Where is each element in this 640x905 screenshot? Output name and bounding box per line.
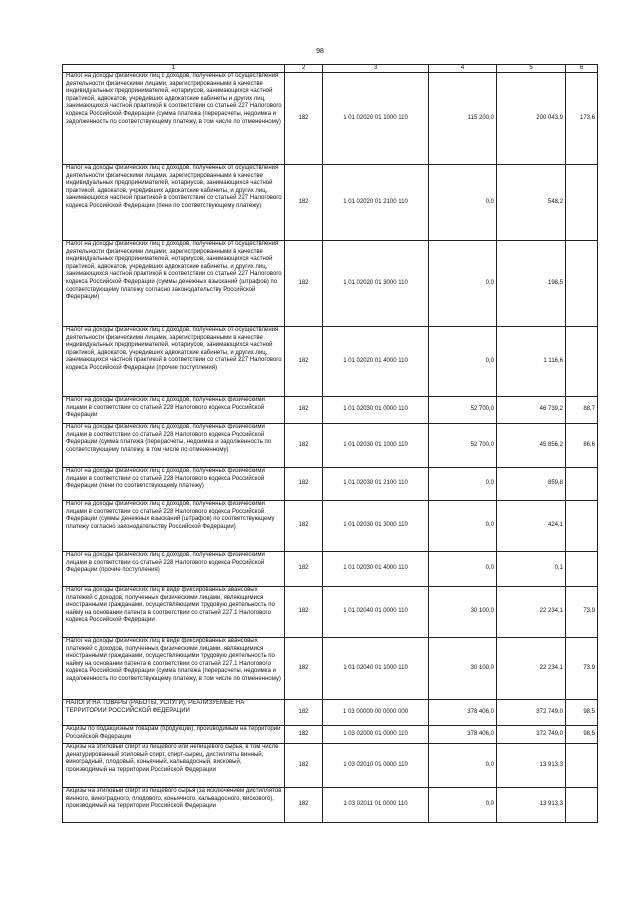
row-admin-code: 182	[285, 700, 323, 726]
row-budget-code: 1 01 02030 01 1000 110	[323, 424, 429, 468]
row-admin-code: 182	[285, 552, 323, 587]
row-percent	[566, 501, 598, 552]
table-row	[63, 788, 598, 823]
column-number-header-row	[63, 65, 598, 73]
row-admin-code: 182	[285, 788, 323, 823]
row-budget-code: 1 03 00000 00 0000 000	[323, 700, 429, 726]
row-name: Налог на доходы физических лиц в виде фиксированных авансовых платежей с доходов, полученных физическими лицами, являющимися иностранными гражданами, осуществляющими трудовую деятельность по найму на основании патента в соответствии со статьей 227.1 Налогового кодекса Российской Федерации	[63, 587, 285, 638]
row-fact: 424,1	[497, 501, 566, 552]
page-number: 98	[316, 48, 324, 55]
row-plan: 0,0	[429, 241, 497, 327]
row-admin-code: 182	[285, 501, 323, 552]
row-name: Налог на доходы физических лиц с доходов, полученных физическими лицами в соответствии со статьей 228 Налогового кодекса Российской Федерации (прочие поступления)	[63, 552, 285, 587]
revenue-table	[62, 64, 598, 823]
row-plan: 52 700,0	[429, 424, 497, 468]
row-fact: 22 234,1	[497, 638, 566, 700]
table-row	[63, 726, 598, 744]
row-budget-code: 1 01 02020 01 3000 110	[323, 241, 429, 327]
row-fact: 198,5	[497, 241, 566, 327]
row-percent	[566, 552, 598, 587]
row-admin-code: 182	[285, 165, 323, 241]
row-percent: 86,6	[566, 424, 598, 468]
row-name: Налог на доходы физических лиц с доходов, полученных от осуществления деятельности физическими лицами, зарегистрированными в качестве индивидуальных предпринимателей, нотариусов, занимающихся частной практикой, адвокатов, учредивших адвокатские кабинеты, и других лиц, занимающихся частной практикой в соответствии со статьей 227 Налогового кодекса Российской Федерации (прочие поступления)	[63, 327, 285, 397]
row-plan: 378 406,0	[429, 700, 497, 726]
table-row	[63, 165, 598, 241]
row-name: НАЛОГИ НА ТОВАРЫ (РАБОТЫ, УСЛУГИ), РЕАЛИЗУЕМЫЕ НА ТЕРРИТОРИИ РОССИЙСКОЙ ФЕДЕРАЦИИ	[63, 700, 285, 726]
row-percent	[566, 744, 598, 788]
row-percent	[566, 327, 598, 397]
column-header-2: 2	[285, 65, 323, 73]
row-name: Налог на доходы физических лиц с доходов, полученных от осуществления деятельности физическими лицами, зарегистрированными в качестве индивидуальных предпринимателей, нотариусов, занимающихся частной практикой, адвокатов, учредивших адвокатские кабинеты, и других лиц, занимающихся частной практикой в соответствии со статьей 227 Налогового кодекса Российской Федерации (суммы денежных взысканий (штрафов) по соответствующему платежу согласно законодательству Российской Федерации)	[63, 241, 285, 327]
row-admin-code: 182	[285, 468, 323, 501]
row-name: Налог на доходы физических лиц с доходов, полученных от осуществления деятельности физическими лицами, зарегистрированными в качестве индивидуальных предпринимателей, нотариусов, занимающихся частной практикой, адвокатов, учредивших адвокатские кабинеты, и других лиц, занимающихся частной практикой в соответствии со статьей 227 Налогового кодекса Российской Федерации (пени по соответствующему платежу)	[63, 165, 285, 241]
table-row	[63, 241, 598, 327]
row-budget-code: 1 01 02030 01 4000 110	[323, 552, 429, 587]
row-budget-code: 1 01 02020 01 1000 110	[323, 73, 429, 165]
row-admin-code: 182	[285, 726, 323, 744]
row-admin-code: 182	[285, 638, 323, 700]
table-row	[63, 397, 598, 424]
row-name: Акцизы на этиловый спирт из пищевого или непищевого сырья, в том числе денатурированный этиловый спирт, спирт-сырец, дистилляты винный, виноградный, плодовый, коньячный, кальвадосный, висковый, производимый на территории Российской Федерации	[63, 744, 285, 788]
row-plan: 378 406,0	[429, 726, 497, 744]
row-plan: 30 100,0	[429, 587, 497, 638]
row-percent	[566, 241, 598, 327]
row-fact: 859,8	[497, 468, 566, 501]
table-row	[63, 587, 598, 638]
row-budget-code: 1 01 02030 01 3000 110	[323, 501, 429, 552]
row-percent	[566, 165, 598, 241]
row-plan: 52 700,0	[429, 397, 497, 424]
row-name: Налог на доходы физических лиц в виде фиксированных авансовых платежей с доходов, полученных физическими лицами, являющимися иностранными гражданами, осуществляющими трудовую деятельность по найму на основании патента в соответствии со статьей 227.1 Налогового кодекса Российской Федерации (сумма платежа (перерасчеты, недоимка и задолженность по соответствующему платежу, в том числе по отмененному)	[63, 638, 285, 700]
row-fact: 0,1	[497, 552, 566, 587]
row-fact: 200 043,9	[497, 73, 566, 165]
table-row	[63, 501, 598, 552]
row-budget-code: 1 01 02030 01 2100 110	[323, 468, 429, 501]
row-admin-code: 182	[285, 397, 323, 424]
row-admin-code: 182	[285, 424, 323, 468]
row-budget-code: 1 01 02040 01 1000 110	[323, 638, 429, 700]
row-admin-code: 182	[285, 744, 323, 788]
row-plan: 0,0	[429, 552, 497, 587]
row-fact: 548,2	[497, 165, 566, 241]
row-percent	[566, 468, 598, 501]
row-admin-code: 182	[285, 587, 323, 638]
table-row	[63, 638, 598, 700]
row-percent	[566, 788, 598, 823]
column-header-6: 6	[566, 65, 598, 73]
row-name: Налог на доходы физических лиц с доходов, полученных физическими лицами в соответствии со статьей 228 Налогового кодекса Российской Федерации (сумма платежа (перерасчеты, недоимка и задолженность по соответствующему платежу, в том числе по отмененному)	[63, 424, 285, 468]
row-budget-code: 1 01 02030 01 0000 110	[323, 397, 429, 424]
row-admin-code: 182	[285, 327, 323, 397]
row-name: Акцизы на этиловый спирт из пищевого сырья (за исключением дистиллятов винного, виноградного, плодового, коньячного, кальвадосного, вискового), производимый на территории Российской Федерации	[63, 788, 285, 823]
table-row	[63, 73, 598, 165]
row-plan: 30 100,0	[429, 638, 497, 700]
row-fact: 372 749,0	[497, 726, 566, 744]
row-fact: 13 913,3	[497, 744, 566, 788]
table-row	[63, 424, 598, 468]
row-percent: 173,6	[566, 73, 598, 165]
row-budget-code: 1 01 02040 01 0000 110	[323, 587, 429, 638]
row-percent: 98,5	[566, 700, 598, 726]
row-percent: 98,5	[566, 726, 598, 744]
row-plan: 115 200,0	[429, 73, 497, 165]
row-plan: 0,0	[429, 501, 497, 552]
row-fact: 45 856,2	[497, 424, 566, 468]
column-header-1: 1	[63, 65, 285, 73]
table-row	[63, 552, 598, 587]
row-percent: 73,9	[566, 587, 598, 638]
row-budget-code: 1 03 02011 01 0000 110	[323, 788, 429, 823]
row-plan: 0,0	[429, 744, 497, 788]
column-header-4: 4	[429, 65, 497, 73]
row-fact: 372 749,0	[497, 700, 566, 726]
row-budget-code: 1 03 02010 01 0000 110	[323, 744, 429, 788]
row-budget-code: 1 01 02020 01 4000 110	[323, 327, 429, 397]
table-row	[63, 468, 598, 501]
row-name: Налог на доходы физических лиц с доходов, полученных физическими лицами в соответствии со статьей 228 Налогового кодекса Российской Федерации	[63, 397, 285, 424]
row-plan: 0,0	[429, 468, 497, 501]
row-name: Акцизы по подакцизным товарам (продукции), производимым на территории Российской Федерации	[63, 726, 285, 744]
row-plan: 0,0	[429, 327, 497, 397]
column-header-5: 5	[497, 65, 566, 73]
row-fact: 22 234,1	[497, 587, 566, 638]
row-fact: 46 739,2	[497, 397, 566, 424]
row-name: Налог на доходы физических лиц с доходов, полученных физическими лицами в соответствии со статьей 228 Налогового кодекса Российской Федерации (суммы денежных взысканий (штрафов) по соответствующему платежу согласно законодательству Российской Федерации)	[63, 501, 285, 552]
row-budget-code: 1 03 02000 01 0000 110	[323, 726, 429, 744]
row-plan: 0,0	[429, 788, 497, 823]
row-admin-code: 182	[285, 73, 323, 165]
row-budget-code: 1 01 02020 01 2100 110	[323, 165, 429, 241]
row-name: Налог на доходы физических лиц с доходов, полученных физическими лицами в соответствии со статьей 228 Налогового кодекса Российской Федерации (пени по соответствующему платежу)	[63, 468, 285, 501]
row-admin-code: 182	[285, 241, 323, 327]
table-row	[63, 744, 598, 788]
table-row	[63, 700, 598, 726]
column-header-3: 3	[323, 65, 429, 73]
row-name: Налог на доходы физических лиц с доходов, полученных от осуществления деятельности физическими лицами, зарегистрированными в качестве индивидуальных предпринимателей, нотариусов, занимающихся частной практикой, адвокатов, учредивших адвокатские кабинеты и других лиц, занимающихся частной практикой в соответствии со статьей 227 Налогового кодекса Российской Федерации (сумма платежа (перерасчеты, недоимка и задолженность по соответствующему платежу, в том числе по отмененному)	[63, 73, 285, 165]
table-row	[63, 327, 598, 397]
row-plan: 0,0	[429, 165, 497, 241]
row-percent: 88,7	[566, 397, 598, 424]
row-percent: 73,9	[566, 638, 598, 700]
row-fact: 13 913,3	[497, 788, 566, 823]
row-fact: 1 116,6	[497, 327, 566, 397]
